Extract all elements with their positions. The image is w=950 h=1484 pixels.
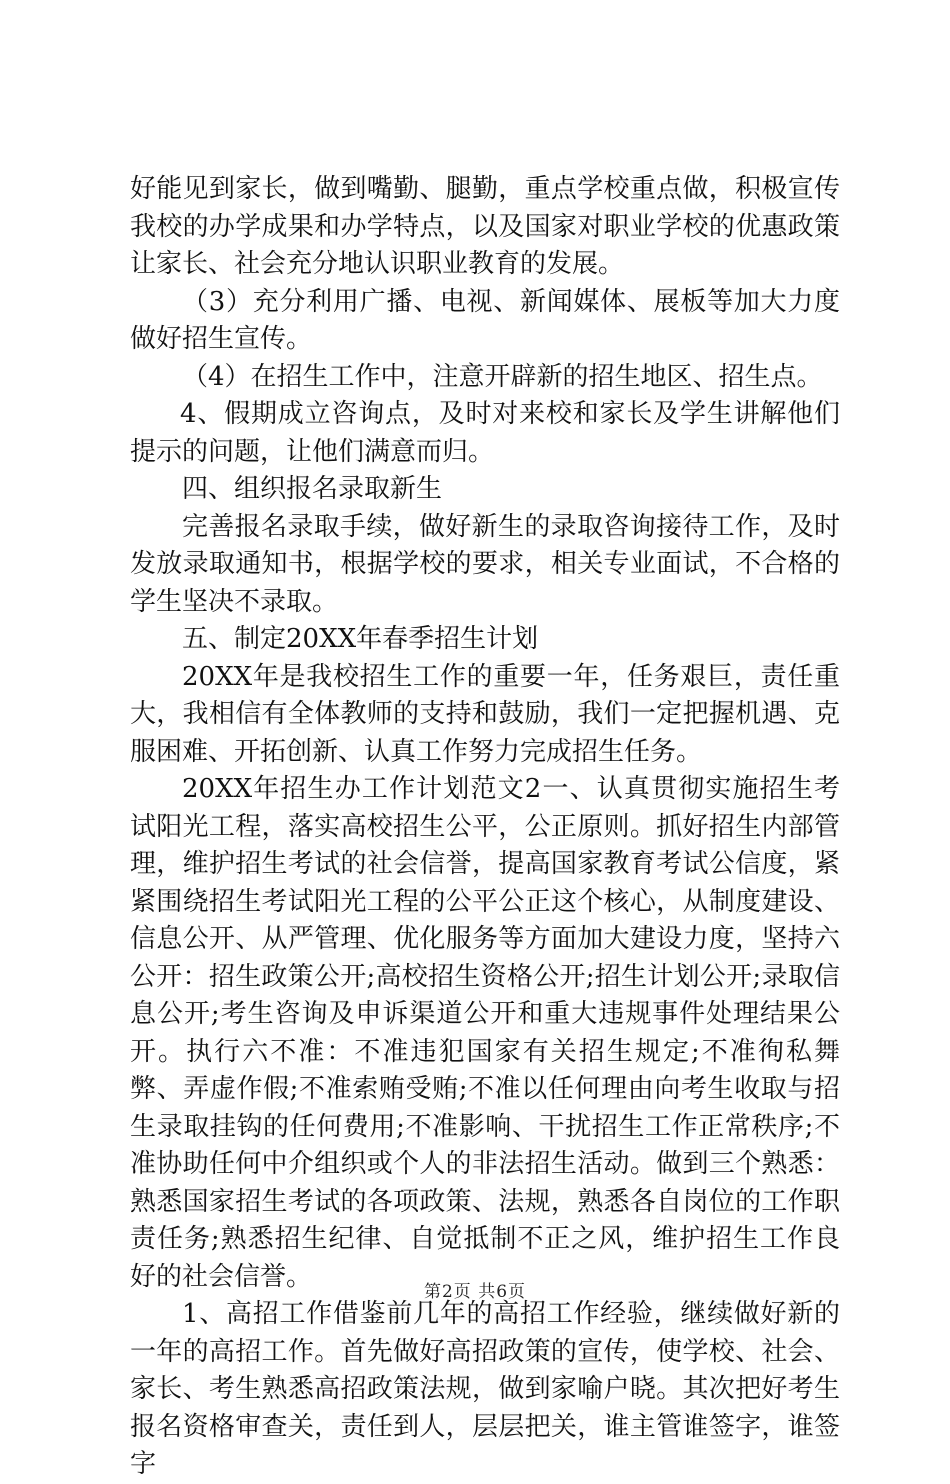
section-heading-5: 五、制定20XX年春季招生计划 [182, 624, 539, 654]
section-heading-4: 四、组织报名录取新生 [182, 474, 443, 504]
page-number-footer: 第2页 共6页 [423, 1282, 527, 1302]
paragraph-3: （4）在招生工作中，注意开辟新的招生地区、招生点。 [182, 361, 823, 392]
paragraph-4: 4、假期成立咨询点，及时对来校和家长及学生讲解他们提示的问题，让他们满意而归。 [130, 399, 840, 467]
paragraph-5: 完善报名录取手续，做好新生的录取咨询接待工作，及时发放录取通知书，根据学校的要求，相关专业面试，不合格的学生坚决不录取。 [130, 511, 840, 617]
paragraph-2: （3）充分利用广播、电视、新闻媒体、展板等加大力度做好招生宣传。 [130, 286, 840, 354]
paragraph-1: 好能见到家长，做到嘴勤、腿勤，重点学校重点做，积极宣传我校的办学成果和办学特点，以及国家对职业学校的优惠政策让家长、社会充分地认识职业教育的发展。 [130, 174, 840, 279]
paragraph-7: 20XX年招生办工作计划范文2一、认真贯彻实施招生考试阳光工程，落实高校招生公平，公正原则。抓好招生内部管理，维护招生考试的社会信誉，提高国家教育考试公信度，紧紧围绕招生考试阳光工程的公平公正这个核心，从制度建设、信息公开、从严管理、优化服务等方面加大建设力度，坚持六公开：招生政策公开;高校招生资格公开;招生计划公开;录取信息公开;考生咨询及申诉渠道公开和重大违规事件处理结果公开。执行六不准：不准违犯国家有关招生规定;不准徇私舞弊、弄虚作假;不准索贿受贿;不准以任何理由向考生收取与招生录取挂钩的任何费用;不准影响、干扰招生工作正常秩序;不准协助任何中介组织或个人的非法招生活动。做到三个熟悉：熟悉国家招生考试的各项政策、法规，熟悉各自岗位的工作职责任务;熟悉招生纪律、自觉抵制不正之风，维护招生工作良好的社会信誉。 [130, 774, 840, 1292]
paragraph-6: 20XX年是我校招生工作的重要一年，任务艰巨，责任重大，我相信有全体教师的支持和鼓励，我们一定把握机遇、克服困难、开拓创新、认真工作努力完成招生任务。 [130, 661, 840, 767]
paragraph-8: 1、高招工作借鉴前几年的高招工作经验，继续做好新的一年的高招工作。首先做好高招政策的宣传，使学校、社会、家长、考生熟悉高招政策法规，做到家喻户晓。其次把好考生报名资格审查关，责任到人，层层把关，谁主管谁签字，谁签字 [130, 1299, 840, 1479]
